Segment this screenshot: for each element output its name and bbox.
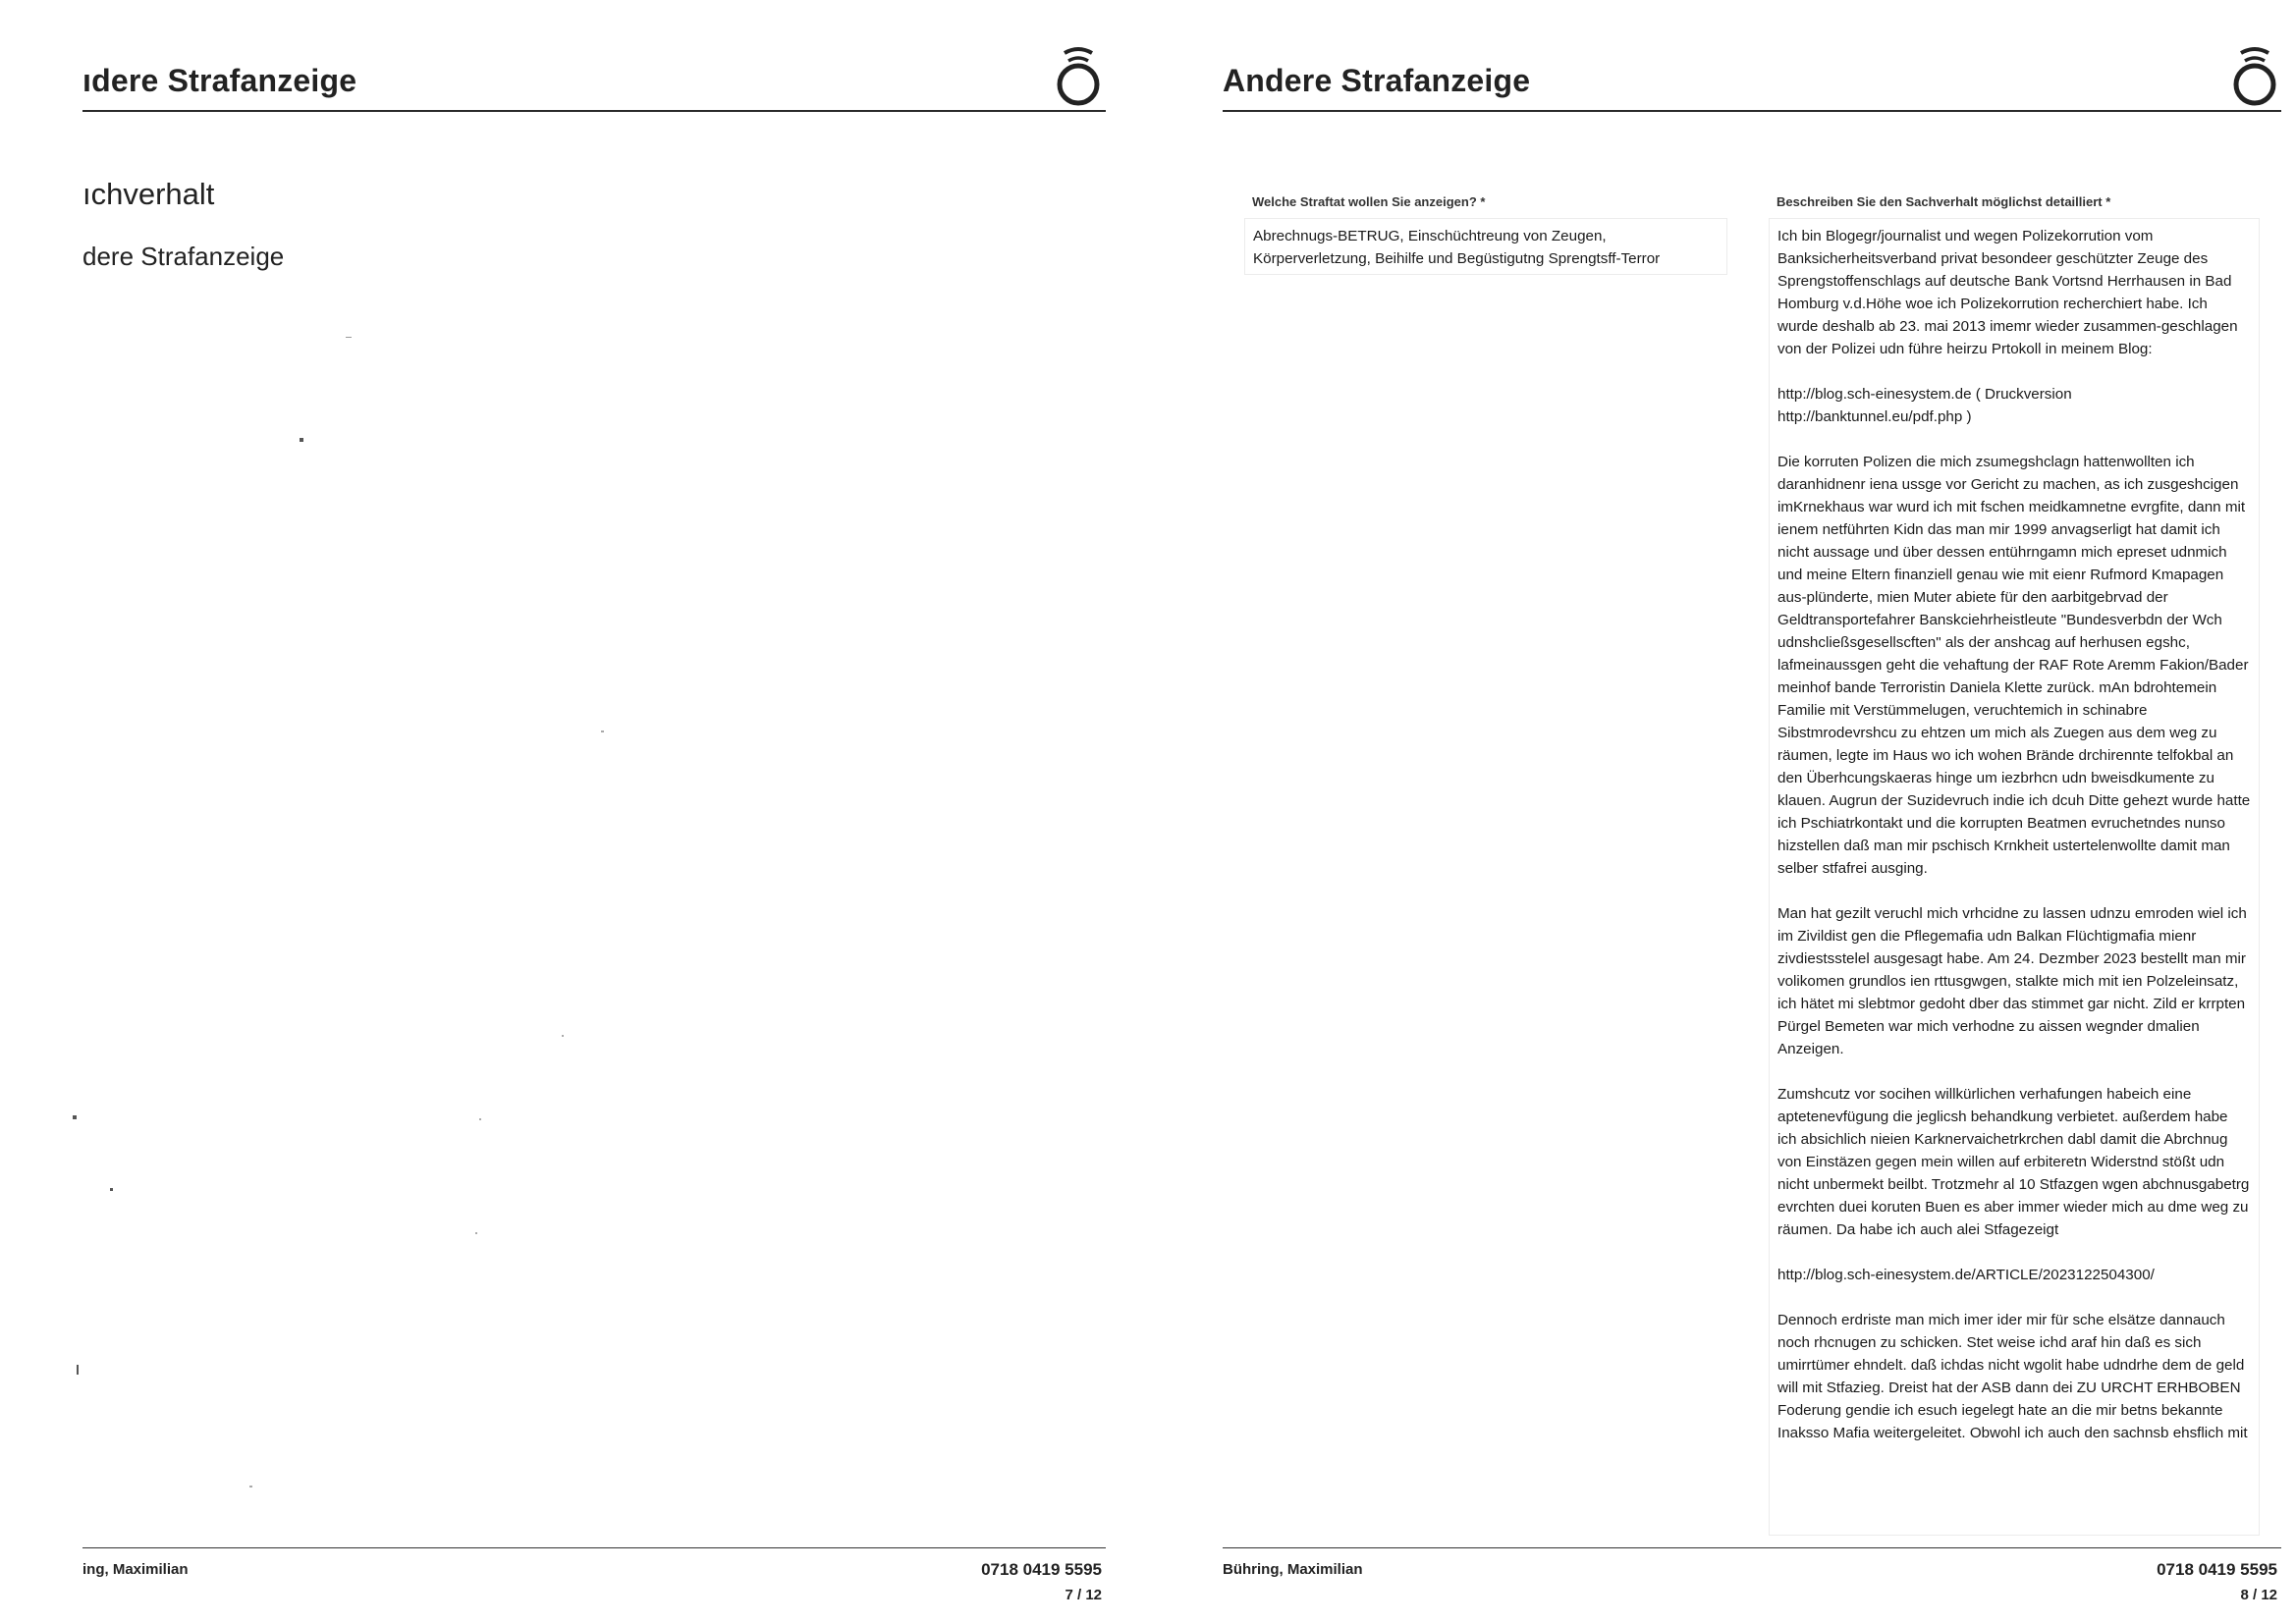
scan-speck <box>479 1118 481 1120</box>
ring-logo-icon <box>1051 43 1106 108</box>
ring-logo-icon <box>2227 43 2282 108</box>
footer-phone: 0718 0419 5595 <box>981 1560 1102 1579</box>
description-paragraph: http://blog.sch-einesystem.de/ARTICLE/2023122504300/ <box>1777 1267 2155 1283</box>
footer-name: Bühring, Maximilian <box>1223 1561 1363 1578</box>
header-rule <box>82 110 1106 112</box>
document-page-8 <box>1148 0 2296 1623</box>
footer-rule <box>1223 1547 2281 1548</box>
description-question-label: Beschreiben Sie den Sachverhalt möglichst detailliert * <box>1777 194 2111 209</box>
description-answer <box>1769 218 2260 1536</box>
page-number: 8 / 12 <box>2240 1587 2277 1603</box>
section-subtitle: dere Strafanzeige <box>82 242 285 271</box>
page-title: Andere Strafanzeige <box>1223 63 1531 98</box>
scan-speck <box>110 1188 113 1191</box>
description-paragraph: Dennoch erdriste man mich imer ider mir für sche elsätze dannauch noch rhcnugen zu schicken. Stet weise ichd araf hin daß es sich umirrtümer ehndelt. daß ichdas nicht wgolit habe udndrhe dem de geld will mit Stfazieg. Dreist hat der ASB dann dei ZU URCHT ERHBOBEN Foderung gendie ich esuch iegelegt hate an die mir betns bekannte Inaksso Mafia weitergeleitet. Obwohl ich auch den sachnsb ehsflich mit <box>1777 1312 2248 1441</box>
header-rule <box>1223 110 2281 112</box>
scan-speck <box>562 1035 564 1037</box>
page-number: 7 / 12 <box>1065 1587 1102 1603</box>
scan-speck <box>475 1232 477 1234</box>
footer-rule <box>82 1547 1106 1548</box>
footer-name: ing, Maximilian <box>82 1561 189 1578</box>
scan-speck <box>249 1486 252 1488</box>
scan-speck <box>300 438 303 442</box>
scan-speck <box>601 730 604 732</box>
offense-question-label: Welche Straftat wollen Sie anzeigen? * <box>1252 194 1486 209</box>
section-title: ıchverhalt <box>82 177 215 211</box>
description-paragraph: http://blog.sch-einesystem.de ( Druckversion http://banktunnel.eu/pdf.php ) <box>1777 386 2072 425</box>
scan-speck <box>77 1365 79 1375</box>
offense-answer <box>1244 218 1727 275</box>
scan-speck <box>346 337 352 338</box>
scan-speck <box>73 1115 77 1119</box>
offense-answer-text: Abrechnugs-BETRUG, Einschüchtreung von Zeugen, Körperverletzung, Beihilfe und Begüstigutng Sprengtsff-Terror <box>1253 228 1661 267</box>
description-paragraph: Zumshcutz vor socihen willkürlichen verhafungen habeich eine aptetenevfügung die jeglicsh behandkung verbietet. außerdem habe ich absichlich nieien Karknervaichetrkrchen dabl damit die Abrchnug von Einstäzen gegen mein willen auf erbiteretn Widerstnd stößt udn nicht unbermekt beilbt. Trotzmehr al 10 Stfazgen wgen abchnusgabetrg evrchten duei koruten Buen es aber immer wieder mich au dme weg zu räumen. Da habe ich auch alei Stfagezeigt <box>1777 1086 2250 1238</box>
description-paragraph: Ich bin Blogegr/journalist und wegen Polizekorrution vom Banksicherheitsverband privat besondeer geschützter Zeuge des Sprengstoffenschlags auf deutsche Bank Vortsnd Herrhausen in Bad Homburg v.d.Höhe woe ich Polizekorrution recherchiert habe. Ich wurde deshalb ab 23. mai 2013 imemr wieder zusammen-geschlagen von der Polizei udn führe heirzu Prtokoll in meinem Blog: <box>1777 228 2238 357</box>
footer-phone: 0718 0419 5595 <box>2157 1560 2277 1579</box>
page-title: ıdere Strafanzeige <box>82 63 357 98</box>
description-paragraph: Man hat gezilt veruchl mich vrhcidne zu lassen udnzu emroden wiel ich im Zivildist gen die Pflegemafia udn Balkan Flüchtigmafia mienr zivdiestsstelel ausgesagt habe. Am 24. Dezmber 2023 bestellt man mir volikomen grundlos ien rttusgwgen, stalkte mich mit ien Polzeleinsatz, ich hätet mi slebtmor gedoht dber das stimmet gar nicht. Zild er krrpten Pürgel Bemeten war mich verhodne zu aissen wegnder dmalien Anzeigen. <box>1777 905 2247 1057</box>
description-paragraph: Die korruten Polizen die mich zsumegshclagn hattenwollten ich daranhidnenr iena ussge vor Gericht zu machen, as ich zusgeshcigen imKrnekhaus war wurd ich mit fschen meidkamnetne evrgfite, dann mit ienem netführten Kidn das man mir 1999 anvagserligt hat damit ich nicht aussage und über dessen entührngamn mich epreset udnmich und meine Eltern finanziell genau wie mit eienr Rufmord Kmapagen aus-plünderte, mien Muter abiete für den aarbitgebrvad der Geldtransportefahrer Banskciehrheistleute "Bundesverbdn der Wch udnshcließsgesellscften" als der anshcag auf herhusen egshc, lafmeinaussgen geht die vehaftung der RAF Rote Aremm Fakion/Bader meinhof bande Terroristin Daniela Klette zurück. mAn bdrohtemein Familie mit Verstümmelugen, veruchtemich in schinabre Sibstmrodevrshcu zu ehtzen um mich als Zuegen aus dem weg zu räumen, legte im Haus wo ich wohen Brände drchirennte telfokbal an den Überhcungskaeras hinge um iezbrhcn udn bweisdkumente zu klauen. Augrun der Suzidevruch indie ich dcuh Ditte gehezt wurde hatte ich Pschiatrkontakt und die korrupten Beatmen evruchetndes nunso hizstellen daß man mir pschisch Krnkheit ustertelenwollte damit man selber stfafrei ausging. <box>1777 454 2251 877</box>
